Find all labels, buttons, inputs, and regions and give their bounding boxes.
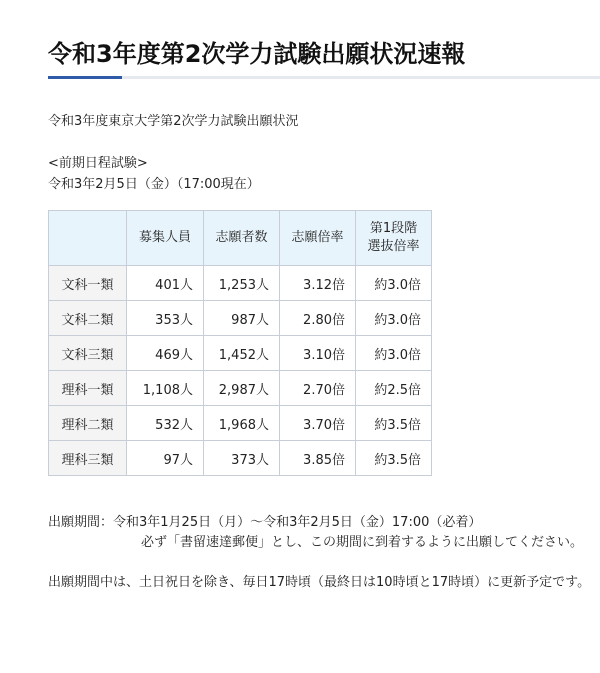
application-period: 出願期間：令和3年1月25日（月）～令和3年2月5日（金）17:00（必着） [48, 515, 482, 530]
header-capacity: 募集人員 [127, 211, 204, 266]
stage1-ratio-cell: 約3.0倍 [356, 266, 432, 301]
row-label: 文科二類 [49, 301, 127, 336]
title-underline-accent [48, 76, 122, 79]
table-row [49, 441, 432, 476]
row-label: 理科一類 [49, 371, 127, 406]
header-applicants: 志願者数 [204, 211, 280, 266]
ratio-cell: 3.70倍 [280, 406, 356, 441]
stage1-ratio-cell: 約3.0倍 [356, 336, 432, 371]
update-schedule-note: 出願期間中は、土日祝日を除き、毎日17時頃（最終日は10時頃と17時頃）に更新予定です。 [48, 575, 591, 590]
table-row [49, 266, 432, 301]
row-label: 理科三類 [49, 441, 127, 476]
capacity-cell: 401人 [127, 266, 204, 301]
header-stage1-ratio-line: 第1段階 [369, 221, 418, 236]
schedule-label: <前期日程試験> [48, 156, 148, 171]
capacity-cell: 97人 [127, 441, 204, 476]
applicants-cell: 373人 [204, 441, 280, 476]
capacity-cell: 353人 [127, 301, 204, 336]
application-stats-table [48, 210, 432, 476]
applicants-cell: 987人 [204, 301, 280, 336]
ratio-cell: 3.85倍 [280, 441, 356, 476]
header-ratio: 志願倍率 [280, 211, 356, 266]
table-row [49, 336, 432, 371]
title-underline [48, 76, 600, 79]
applicants-cell: 1,968人 [204, 406, 280, 441]
capacity-cell: 1,108人 [127, 371, 204, 406]
row-label: 理科二類 [49, 406, 127, 441]
stage1-ratio-cell: 約3.5倍 [356, 406, 432, 441]
ratio-cell: 2.70倍 [280, 371, 356, 406]
schedule-date: 令和3年2月5日（金）（17:00現在） [48, 177, 260, 192]
page-title: 令和3年度第2次学力試験出願状況速報 [48, 40, 466, 68]
ratio-cell: 2.80倍 [280, 301, 356, 336]
table-row [49, 406, 432, 441]
row-label: 文科三類 [49, 336, 127, 371]
applicants-cell: 2,987人 [204, 371, 280, 406]
stage1-ratio-cell: 約2.5倍 [356, 371, 432, 406]
ratio-cell: 3.12倍 [280, 266, 356, 301]
table-header-row [49, 211, 432, 266]
capacity-cell: 469人 [127, 336, 204, 371]
intro-text: 令和3年度東京大学第2次学力試験出願状況 [48, 114, 299, 129]
header-stage1-ratio [356, 211, 432, 266]
table-row [49, 301, 432, 336]
stage1-ratio-cell: 約3.5倍 [356, 441, 432, 476]
table-row [49, 371, 432, 406]
capacity-cell: 532人 [127, 406, 204, 441]
row-label: 文科一類 [49, 266, 127, 301]
ratio-cell: 3.10倍 [280, 336, 356, 371]
header-stage1-ratio-line: 選抜倍率 [367, 239, 420, 254]
applicants-cell: 1,452人 [204, 336, 280, 371]
application-note: 必ず「書留速達郵便」とし、この期間に到着するように出願してください。 [141, 535, 584, 550]
applicants-cell: 1,253人 [204, 266, 280, 301]
stage1-ratio-cell: 約3.0倍 [356, 301, 432, 336]
header-corner-cell [49, 211, 127, 266]
